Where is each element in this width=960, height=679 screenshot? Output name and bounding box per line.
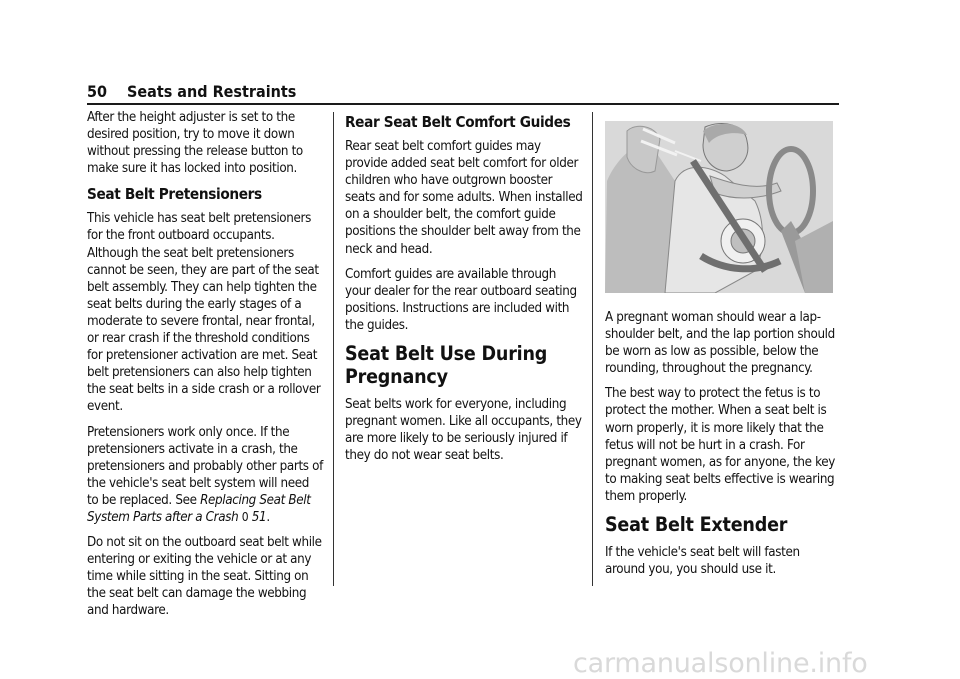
column-2 [345,107,583,472]
column-3 [605,309,840,586]
height-adjuster-paragraph: After the height adjuster is set to the desired position, try to move it down without pressing the release button to make sure it has locked into position. [87,110,303,177]
extender-heading: Seat Belt Extender [605,513,788,537]
extender-paragraph: If the vehicle's seat belt will fasten around you, you should use it. [605,545,800,578]
cross-reference-link[interactable]: Replacing Seat Belt System Parts after a Crash [87,492,311,525]
comfort-guides-availability-paragraph: Comfort guides are available through your dealer for the rear outboard seating positions. Instructions are included with the guides. [345,266,577,333]
column-divider-1 [333,112,334,586]
pregnant-woman-belt-paragraph: A pregnant woman should wear a lap-shoulder belt, and the lap portion should be worn as low as possible, below the rounding, throughout the pregnancy. [605,310,835,377]
pregnant-woman-seat-belt-illustration [605,121,833,293]
pregnancy-heading: Seat Belt Use During Pregnancy [345,342,548,389]
comfort-guides-paragraph: Rear seat belt comfort guides may provide added seat belt comfort for older children who have outgrown booster seats and for some adults. When installed on a shoulder belt, the comfort guide positions the shoulder belt away from the neck and head. [345,139,583,257]
protect-fetus-paragraph: The best way to protect the fetus is to protect the mother. When a seat belt is worn properly, it is more likely that the fetus will not be hurt in a crash. For pregnant women, as for anyone, the key to making seat belts effective is wearing them properly. [605,386,835,504]
pretensioners-paragraph: This vehicle has seat belt pretensioners for the front outboard occupants. Although the seat belt pretensioners cannot be seen, they are part of the seat belt assembly. They can help tighten the seat belts during the early stages of a moderate to severe frontal, near frontal, or rear crash if the threshold conditions for pretensioner activation are met. Seat belt pretensioners can also help tighten the seat belts in a side crash or a rollover event. [87,211,321,415]
page-number: 50 [87,82,108,101]
pretensioners-once-paragraph [87,424,323,527]
page-reference-arrow-icon: 0 [241,509,249,524]
header-rule [87,103,839,105]
paragraph-text: Pretensioners work only once. If the pretensioners activate in a crash, the pretensioners and probably other parts of the vehicle's seat belt system will need to be replaced. See [87,424,323,508]
pregnancy-paragraph: Seat belts work for everyone, including pregnant women. Like all occupants, they are more likely to be seriously injured if they do not wear seat belts. [345,397,582,464]
section-title: Seats and Restraints [127,82,297,101]
do-not-sit-paragraph: Do not sit on the outboard seat belt while entering or exiting the vehicle or at any time while sitting in the seat. Sitting on the seat belt can damage the webbing and hardware. [87,535,322,619]
comfort-guides-heading: Rear Seat Belt Comfort Guides [345,113,571,131]
sentence-end: . [266,509,270,525]
column-divider-2 [592,112,593,586]
watermark-text: carmanualsonline.info [573,648,868,679]
pretensioners-heading: Seat Belt Pretensioners [87,185,262,204]
column-1 [87,109,323,628]
page-reference-number[interactable]: 51 [251,509,267,525]
